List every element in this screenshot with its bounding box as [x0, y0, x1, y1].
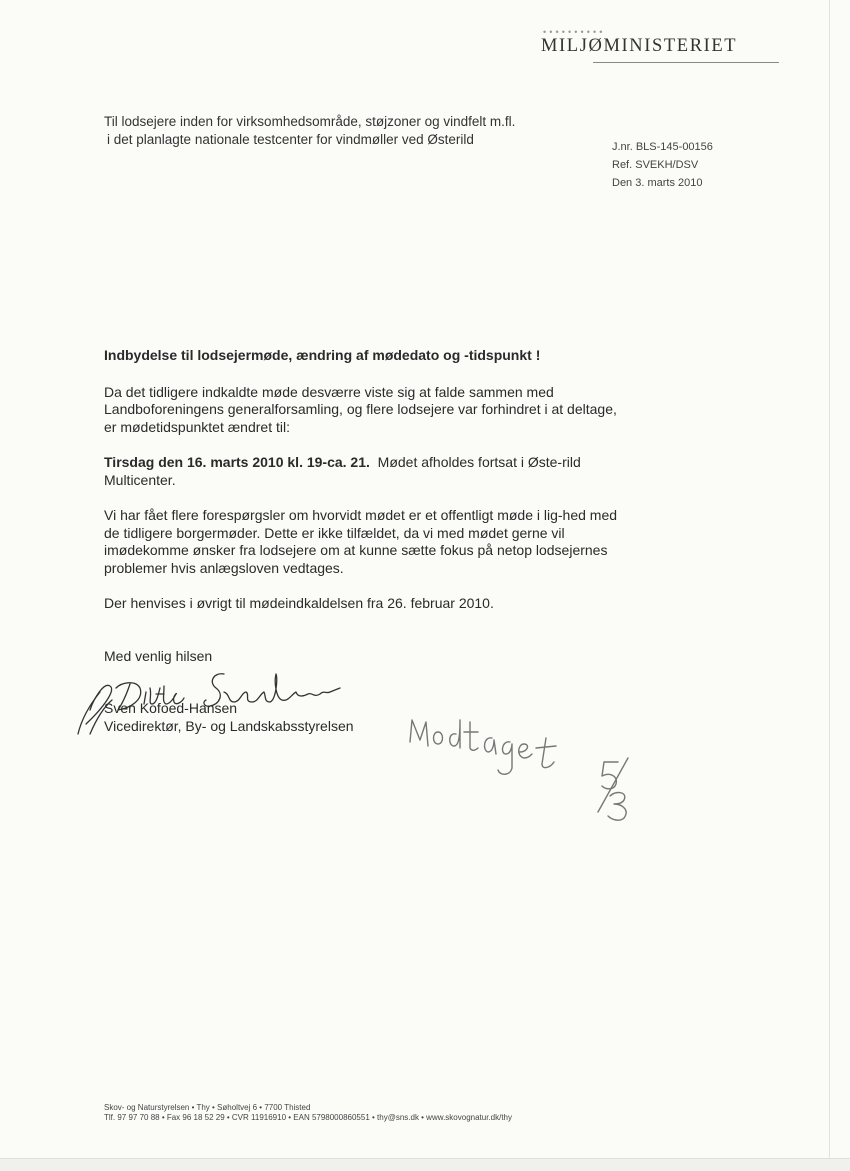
letter-date: Den 3. marts 2010	[612, 177, 703, 189]
reference-code: Ref. SVEKH/DSV	[612, 159, 699, 171]
paragraph: Da det tidligere indkaldte møde desværre viste sig at falde sammen med Landboforeningens generalforsamling, og flere lodsejere var forhindret i at deltage, er mødetidspunktet ændret til:	[104, 383, 617, 435]
recipient-line: i det planlagte nationale testcenter for vindmøller ved Østerild	[107, 132, 474, 147]
footer	[104, 1103, 512, 1123]
letter-body	[104, 347, 624, 631]
reference-block	[612, 138, 713, 192]
paragraph: Vi har fået flere forespørgsler om hvorvidt mødet er et offentligt møde i lig-hed med de tidligere borgermøder. Dette er ikke tilfældet, da vi med mødet gerne vil imødekomme ønsker fra lodsejere om at kunne sætte fokus på netop lodsejernes problemer hvis anlægsloven vedtages.	[104, 507, 618, 576]
footer-address: Skov- og Naturstyrelsen • Thy • Søholtvej 6 • 7700 Thisted	[104, 1103, 311, 1112]
signer-title: Vicedirektør, By- og Landskabsstyrelsen	[104, 718, 354, 734]
letter-heading: Indbydelse til lodsejermøde, ændring af mødedato og -tidspunkt !	[104, 347, 541, 363]
logo-dots: ••••••••••	[543, 27, 606, 37]
closing-greeting: Med venlig hilsen	[104, 648, 213, 664]
signer-name: Sven Kofoed-Hansen	[104, 700, 238, 716]
page-edge	[829, 0, 830, 1170]
recipient-block	[104, 113, 515, 149]
page-bottom-edge	[0, 1158, 850, 1171]
logo-underline	[593, 62, 779, 63]
ministry-logo: MILJØMINISTERIET	[541, 36, 738, 56]
handwritten-received-note	[400, 700, 640, 830]
journal-number: J.nr. BLS-145-00156	[612, 141, 713, 153]
footer-contact: Tlf. 97 97 70 88 • Fax 96 18 52 29 • CVR 11916910 • EAN 5798000860551 • thy@sns.dk • www.skovognatur.dk/thy	[104, 1113, 513, 1122]
paragraph: Der henvises i øvrigt til mødeindkaldelsen fra 26. februar 2010.	[104, 595, 494, 611]
recipient-line: Til lodsejere inden for virksomhedsområde, støjzoner og vindfelt m.fl.	[104, 114, 516, 129]
meeting-paragraph	[104, 454, 624, 489]
meeting-place: Mødet afholdes fortsat i Øste-rild Multicenter.	[104, 454, 581, 488]
meeting-time: Tirsdag den 16. marts 2010 kl. 19-ca. 21.	[104, 454, 370, 470]
